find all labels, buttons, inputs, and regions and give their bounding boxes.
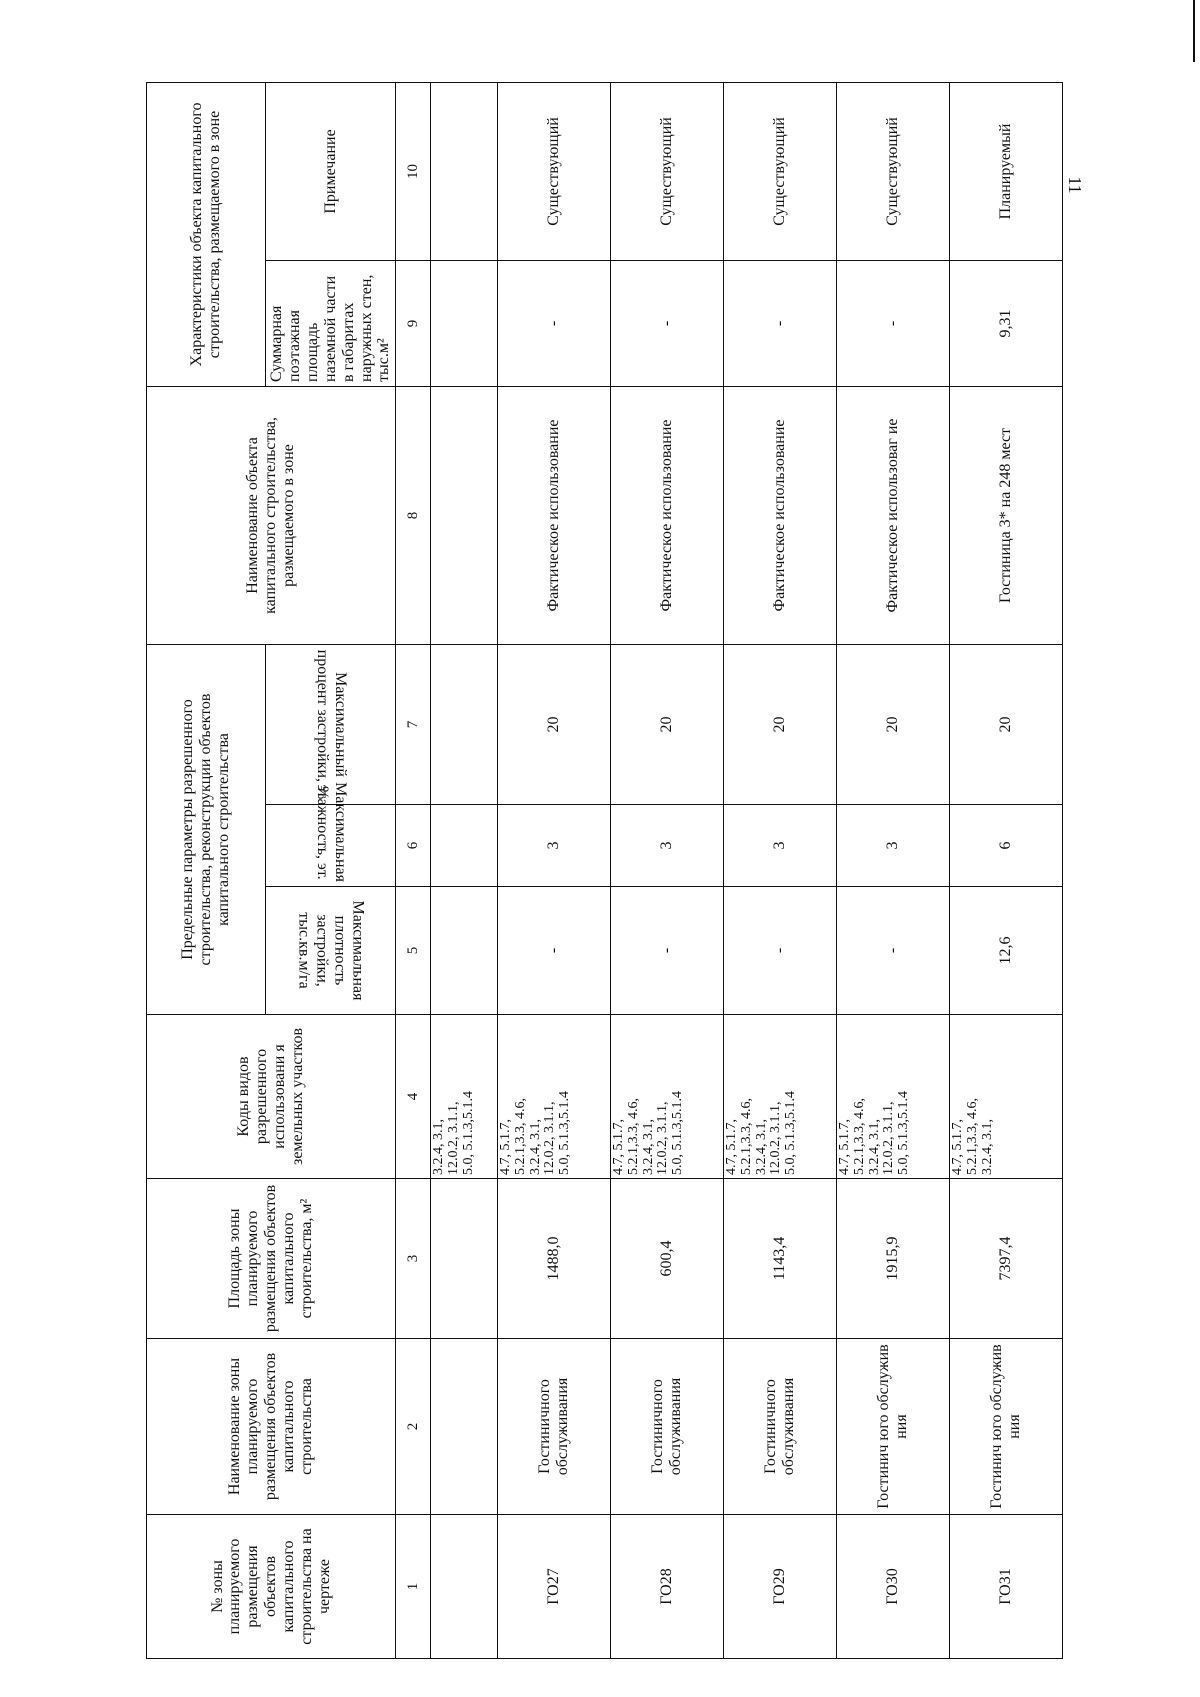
max-density-cell: - bbox=[611, 887, 724, 1015]
header-group-characteristics: Характеристики объекта капитального строительства, размещаемого в зоне bbox=[147, 82, 266, 386]
header-max-density bbox=[266, 887, 396, 1015]
table-row bbox=[498, 82, 611, 1658]
zone-name-cell: Гостинич юго обслужив ния bbox=[837, 1339, 950, 1515]
max-percent-cell: 20 bbox=[611, 644, 724, 804]
column-number: 8 bbox=[396, 386, 431, 644]
max-density-cell: - bbox=[498, 887, 611, 1015]
zone-area-cell: 600,4 bbox=[611, 1179, 724, 1339]
object-name-cell: Фактическое использование bbox=[498, 386, 611, 644]
note-cell: Планируемый bbox=[950, 82, 1063, 260]
empty-cell bbox=[431, 1179, 498, 1339]
max-floors-cell: 6 bbox=[950, 805, 1063, 887]
use-codes-cell: 4.7, 5.1.7, 5.2.1,3.3, 4.6, 3.2.4, 3.1, 12.0.2, 3.1.1, 5.0, 5.1.3,5.1.4 bbox=[724, 1015, 837, 1179]
empty-cell bbox=[431, 887, 498, 1015]
empty-cell bbox=[431, 1339, 498, 1515]
object-name-cell: Гостиница 3* на 248 мест bbox=[950, 386, 1063, 644]
use-codes-cell: 4.7, 5.1.7, 5.2.1,3.3, 4.6, 3.2.4, 3.1, 12.0.2, 3.1.1, 5.0, 5.1.3,5.1.4 bbox=[837, 1015, 950, 1179]
zone-area-cell: 1488,0 bbox=[498, 1179, 611, 1339]
zone-name-cell: Гостиничного обслуживания bbox=[498, 1339, 611, 1515]
header-max-percent-text: Максимальный процент застройки, % bbox=[313, 649, 349, 800]
object-name-cell: Фактическое использование bbox=[611, 386, 724, 644]
header-max-density-text: Максимальная плотность застройки, тыс.кв.м/га bbox=[295, 900, 367, 1001]
empty-cell bbox=[431, 1515, 498, 1659]
zone-area-cell: 7397,4 bbox=[950, 1179, 1063, 1339]
scan-edge-line bbox=[1193, 0, 1195, 62]
header-floor-area: Суммарная поэтажная площадь наземной части в габаритах наружных стен, тыс.м² bbox=[266, 260, 396, 386]
header-max-floors bbox=[266, 782, 396, 887]
note-cell: Существующий bbox=[724, 82, 837, 260]
column-number: 9 bbox=[396, 260, 431, 386]
zone-name-cell: Гостинич юго обслужив ния bbox=[950, 1339, 1063, 1515]
column-number: 4 bbox=[396, 1015, 431, 1179]
object-name-cell: Фактическое использоваг ие bbox=[837, 386, 950, 644]
empty-cell bbox=[431, 260, 498, 386]
table-grid bbox=[146, 82, 1063, 1659]
max-percent-cell: 20 bbox=[724, 644, 837, 804]
continuation-row bbox=[431, 82, 498, 1658]
header-use-codes: Коды видов разрешенного использовани я земельных участков bbox=[147, 1015, 396, 1179]
max-density-cell: - bbox=[724, 887, 837, 1015]
note-cell: Существующий bbox=[611, 82, 724, 260]
note-cell: Существующий bbox=[837, 82, 950, 260]
empty-cell bbox=[431, 805, 498, 887]
column-number: 6 bbox=[396, 805, 431, 887]
max-density-cell: - bbox=[837, 887, 950, 1015]
column-number-row bbox=[396, 82, 431, 1658]
max-percent-cell: 20 bbox=[498, 644, 611, 804]
max-floors-cell: 3 bbox=[837, 805, 950, 887]
zone-number-cell: ГО28 bbox=[611, 1515, 724, 1659]
header-object-name: Наименование объекта капитального строительства, размещаемого в зоне bbox=[147, 386, 396, 644]
object-name-cell: Фактическое использование bbox=[724, 386, 837, 644]
header-group-parameters: Предельные параметры разрешенного строительства, реконструкции объектов капитального строительства bbox=[147, 644, 266, 1014]
floor-area-cell: - bbox=[837, 260, 950, 386]
use-codes-cell: 4.7, 5.1.7, 5.2.1,3.3, 4.6, 3.2.4, 3.1, bbox=[950, 1015, 1063, 1179]
zone-name-cell: Гостиничного обслуживания bbox=[611, 1339, 724, 1515]
column-number: 7 bbox=[396, 644, 431, 804]
zone-number-cell: ГО29 bbox=[724, 1515, 837, 1659]
column-number: 5 bbox=[396, 887, 431, 1015]
max-floors-cell: 3 bbox=[724, 805, 837, 887]
empty-cell bbox=[431, 386, 498, 644]
zone-number-cell: ГО31 bbox=[950, 1515, 1063, 1659]
use-codes-cell: 4.7, 5.1.7, 5.2.1,3.3, 4.6, 3.2.4, 3.1, 12.0.2, 3.1.1, 5.0, 5.1.3,5.1.4 bbox=[611, 1015, 724, 1179]
header-zone-area: Площадь зоны планируемого размещения объектов капитального строительства, м² bbox=[147, 1179, 396, 1339]
use-codes-cell: 3.2.4, 3.1, 12.0.2, 3.1.1, 5.0, 5.1.3,5.1.4 bbox=[431, 1015, 498, 1179]
empty-cell bbox=[431, 82, 498, 260]
header-zone-number: № зоны планируемого размещения объектов капитального строительства на чертеже bbox=[147, 1515, 396, 1659]
header-row-1 bbox=[147, 82, 266, 1658]
floor-area-cell: - bbox=[498, 260, 611, 386]
header-max-percent bbox=[266, 644, 396, 804]
use-codes-cell: 4.7, 5.1.7, 5.2.1,3.3, 4.6, 3.2.4, 3.1, 12.0.2, 3.1.1, 5.0, 5.1.3,5.1.4 bbox=[498, 1015, 611, 1179]
zone-parameters-table bbox=[146, 83, 1044, 1659]
max-floors-cell: 3 bbox=[611, 805, 724, 887]
page-number: 11 bbox=[1065, 176, 1085, 194]
zone-number-cell: ГО27 bbox=[498, 1515, 611, 1659]
table-row bbox=[837, 82, 950, 1658]
zone-area-cell: 1915,9 bbox=[837, 1179, 950, 1339]
max-floors-cell: 3 bbox=[498, 805, 611, 887]
header-zone-name: Наименование зоны планируемого размещения объектов капитального строительства bbox=[147, 1339, 396, 1515]
floor-area-cell: - bbox=[611, 260, 724, 386]
table-row bbox=[950, 82, 1063, 1658]
column-number: 1 bbox=[396, 1515, 431, 1659]
note-cell: Существующий bbox=[498, 82, 611, 260]
max-percent-cell: 20 bbox=[837, 644, 950, 804]
max-percent-cell: 20 bbox=[950, 644, 1063, 804]
column-number: 3 bbox=[396, 1179, 431, 1339]
floor-area-cell: - bbox=[724, 260, 837, 386]
table-row bbox=[611, 82, 724, 1658]
column-number: 2 bbox=[396, 1339, 431, 1515]
empty-cell bbox=[431, 644, 498, 804]
zone-name-cell: Гостиничного обслуживания bbox=[724, 1339, 837, 1515]
column-number: 10 bbox=[396, 82, 431, 260]
floor-area-cell: 9,31 bbox=[950, 260, 1063, 386]
max-density-cell: 12,6 bbox=[950, 887, 1063, 1015]
table-row bbox=[724, 82, 837, 1658]
zone-number-cell: ГО30 bbox=[837, 1515, 950, 1659]
zone-area-cell: 1143,4 bbox=[724, 1179, 837, 1339]
header-note: Примечание bbox=[266, 82, 396, 260]
header-max-floors-text: Максимальная этажность, эт. bbox=[313, 782, 349, 882]
